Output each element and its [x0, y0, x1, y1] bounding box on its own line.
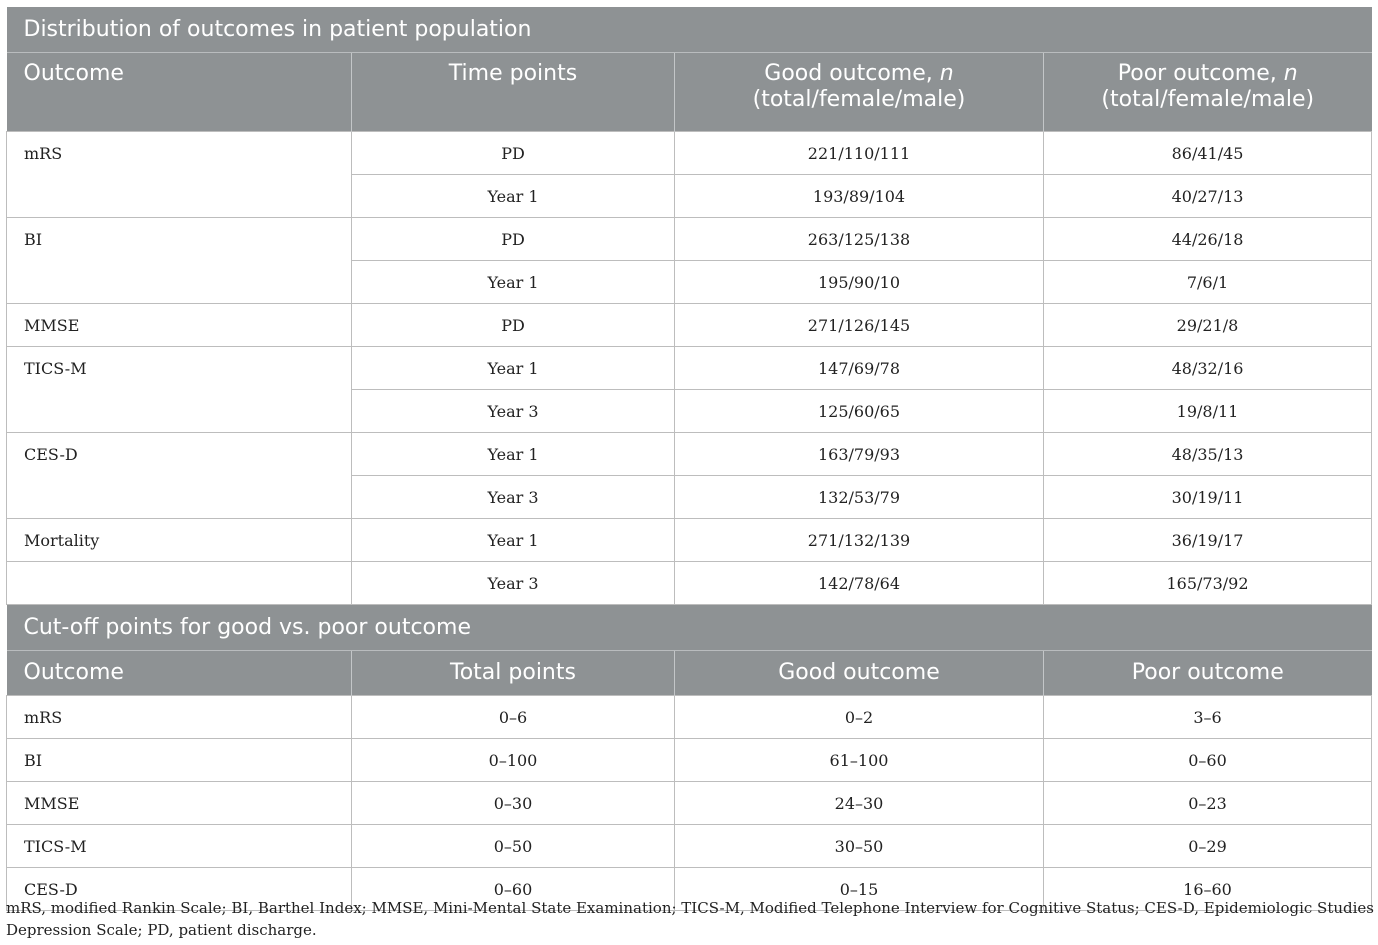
- good-cell: 30–50: [675, 825, 1044, 868]
- outcome-cell: mRS: [7, 696, 352, 739]
- poor-cell: 0–23: [1044, 782, 1372, 825]
- good-cell: 271/132/139: [675, 519, 1044, 562]
- table-row: [7, 519, 1372, 562]
- time-cell: Year 1: [352, 261, 675, 304]
- outcomes-table-container: [6, 7, 1371, 911]
- table-row: [7, 132, 1372, 175]
- outcome-cell: BI: [7, 739, 352, 782]
- total-cell: 0–100: [352, 739, 675, 782]
- outcome-cell: [7, 562, 352, 605]
- table-footnote: mRS, modified Rankin Scale; BI, Barthel Index; MMSE, Mini-Mental State Examination; TICS-M, Modified Telephone Interview for Cognitive Status; CES-D, Epidemiologic Studies Depression Scale; PD, patient discharge.: [6, 899, 1374, 939]
- col-header-good-outcome: Good outcome, n (total/female/male): [675, 53, 1044, 132]
- poor-cell: 86/41/45: [1044, 132, 1372, 175]
- total-cell: 0–30: [352, 782, 675, 825]
- col-header-poor-outcome: Poor outcome, n (total/female/male): [1044, 53, 1372, 132]
- section1-header-row: [7, 53, 1372, 132]
- good-cell: 142/78/64: [675, 562, 1044, 605]
- poor-cell: 3–6: [1044, 696, 1372, 739]
- time-cell: Year 3: [352, 390, 675, 433]
- time-cell: Year 1: [352, 519, 675, 562]
- good-cell: 125/60/65: [675, 390, 1044, 433]
- outcome-cell: TICS-M: [7, 347, 352, 433]
- time-cell: Year 3: [352, 562, 675, 605]
- outcome-cell: MMSE: [7, 782, 352, 825]
- outcome-cell: CES-D: [7, 433, 352, 519]
- time-cell: Year 1: [352, 175, 675, 218]
- outcome-cell: BI: [7, 218, 352, 304]
- good-cell: 0–15: [675, 868, 1044, 911]
- col-header-poor-outcome: Poor outcome: [1044, 651, 1372, 696]
- poor-cell: 0–29: [1044, 825, 1372, 868]
- good-cell: 147/69/78: [675, 347, 1044, 390]
- table-row: [7, 782, 1372, 825]
- outcome-cell: TICS-M: [7, 825, 352, 868]
- total-cell: 0–60: [352, 868, 675, 911]
- poor-cell: 0–60: [1044, 739, 1372, 782]
- time-cell: Year 1: [352, 433, 675, 476]
- table-row: [7, 433, 1372, 476]
- outcomes-table: [6, 7, 1372, 911]
- poor-cell: 36/19/17: [1044, 519, 1372, 562]
- poor-cell: 19/8/11: [1044, 390, 1372, 433]
- poor-cell: 7/6/1: [1044, 261, 1372, 304]
- poor-cell: 44/26/18: [1044, 218, 1372, 261]
- poor-cell: 16–60: [1044, 868, 1372, 911]
- good-cell: 221/110/111: [675, 132, 1044, 175]
- table-row: [7, 696, 1372, 739]
- total-cell: 0–6: [352, 696, 675, 739]
- col-header-time-points: Time points: [352, 53, 675, 132]
- table-row: [7, 739, 1372, 782]
- total-cell: 0–50: [352, 825, 675, 868]
- good-cell: 193/89/104: [675, 175, 1044, 218]
- table-row: [7, 825, 1372, 868]
- col-header-good-outcome: Good outcome: [675, 651, 1044, 696]
- section1-title-row: [7, 7, 1372, 53]
- good-cell: 163/79/93: [675, 433, 1044, 476]
- outcome-cell: CES-D: [7, 868, 352, 911]
- good-cell: 263/125/138: [675, 218, 1044, 261]
- poor-cell: 48/35/13: [1044, 433, 1372, 476]
- table-row: [7, 218, 1372, 261]
- good-cell: 24–30: [675, 782, 1044, 825]
- col-header-total-points: Total points: [352, 651, 675, 696]
- section2-header-row: [7, 651, 1372, 696]
- outcome-cell: Mortality: [7, 519, 352, 562]
- good-cell: 271/126/145: [675, 304, 1044, 347]
- table-row: [7, 562, 1372, 605]
- good-cell: 61–100: [675, 739, 1044, 782]
- table-row: [7, 304, 1372, 347]
- outcome-cell: MMSE: [7, 304, 352, 347]
- col-header-outcome: Outcome: [7, 53, 352, 132]
- time-cell: PD: [352, 218, 675, 261]
- good-cell: 195/90/10: [675, 261, 1044, 304]
- outcome-cell: mRS: [7, 132, 352, 218]
- poor-cell: 29/21/8: [1044, 304, 1372, 347]
- section1-title: Distribution of outcomes in patient population: [7, 7, 1372, 53]
- time-cell: PD: [352, 304, 675, 347]
- table-row: [7, 347, 1372, 390]
- time-cell: Year 1: [352, 347, 675, 390]
- time-cell: Year 3: [352, 476, 675, 519]
- section2-title-row: [7, 605, 1372, 651]
- section2-title: Cut-off points for good vs. poor outcome: [7, 605, 1372, 651]
- poor-cell: 48/32/16: [1044, 347, 1372, 390]
- time-cell: PD: [352, 132, 675, 175]
- poor-cell: 165/73/92: [1044, 562, 1372, 605]
- poor-cell: 30/19/11: [1044, 476, 1372, 519]
- col-header-outcome: Outcome: [7, 651, 352, 696]
- good-cell: 0–2: [675, 696, 1044, 739]
- good-cell: 132/53/79: [675, 476, 1044, 519]
- poor-cell: 40/27/13: [1044, 175, 1372, 218]
